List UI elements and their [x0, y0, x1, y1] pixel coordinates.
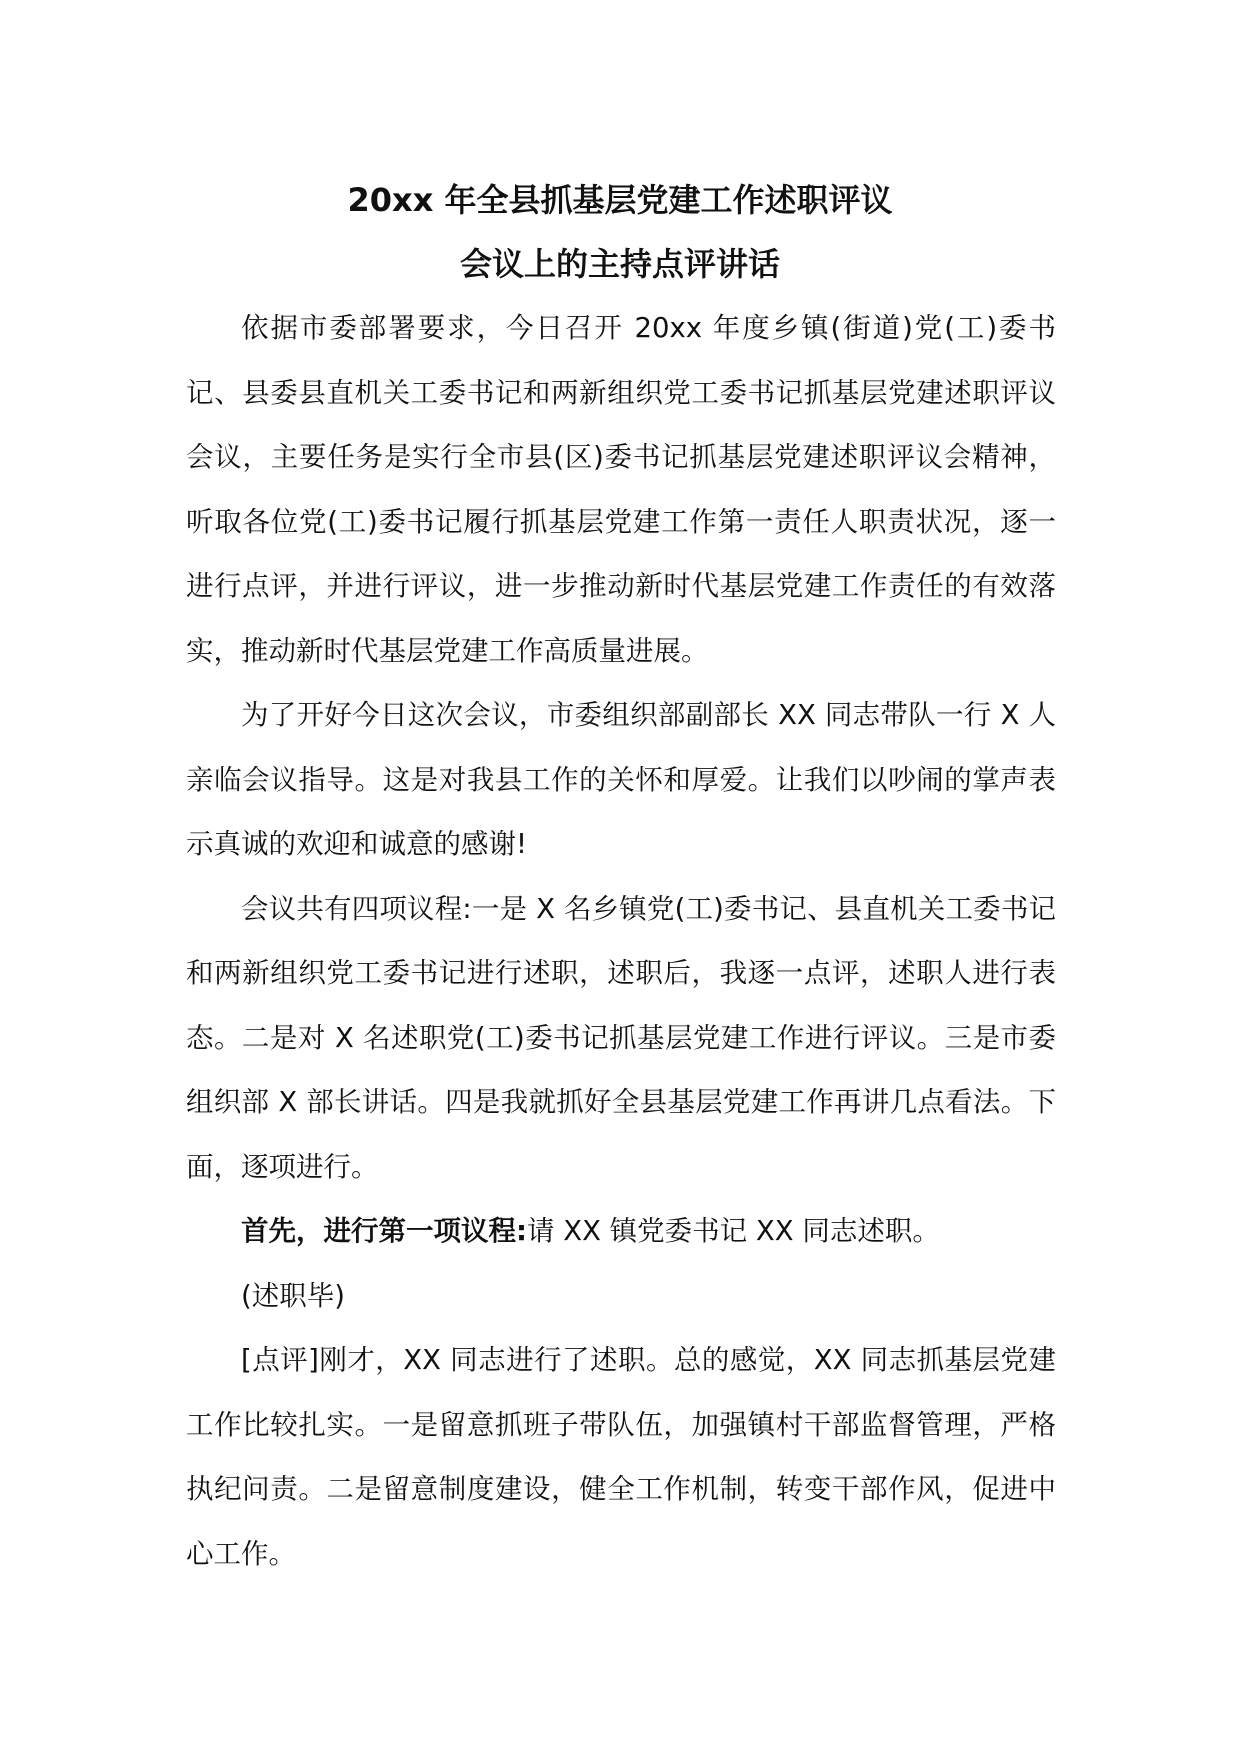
paragraph-report-end: (述职毕) — [241, 1279, 345, 1312]
title-line-1: 20xx 年全县抓基层党建工作述职评议 — [347, 181, 893, 219]
paragraph-welcome: 为了开好今日这次会议，市委组织部副部长 XX 同志带队一行 X 人亲临会议指导。这是对我县工作的关怀和厚爱。让我们以吵闹的掌声表示真诚的欢迎和诚意的感谢! — [186, 699, 1056, 860]
title-line-2: 会议上的主持点评讲话 — [459, 245, 780, 283]
paragraph-intro: 依据市委部署要求，今日召开 20xx 年度乡镇(街道)党(工)委书记、县委县直机关工委书记和两新组织党工委书记抓基层党建述职评议会议，主要任务是实行全市县(区)委书记抓基层党建述职评议会精神，听取各位党(工)委书记履行抓基层党建工作第一责任人职责状况，逐一进行点评，并进行评议，进一步推动新时代基层党建工作责任的有效落实，推动新时代基层党建工作高质量进展。 — [186, 312, 1056, 667]
paragraph-comment: [点评]刚才，XX 同志进行了述职。总的感觉，XX 同志抓基层党建工作比较扎实。一是留意抓班子带队伍，加强镇村干部监督管理，严格执纪问责。二是留意制度建设，健全工作机制，转变干部作风，促进中心工作。 — [186, 1344, 1056, 1570]
first-item-lead: 首先，进行第一项议程: — [241, 1215, 527, 1247]
first-item-text: 请 XX 镇党委书记 XX 同志述职。 — [527, 1215, 940, 1247]
paragraph-agenda: 会议共有四项议程:一是 X 名乡镇党(工)委书记、县直机关工委书记和两新组织党工委书记进行述职，述职后，我逐一点评，述职人进行表态。二是对 X 名述职党(工)委书记抓基层党建工作进行评议。三是市委组织部 X 部长讲话。四是我就抓好全县基层党建工作再讲几点看法。下面，逐项进行。 — [186, 892, 1056, 1183]
document-title — [0, 168, 1240, 296]
paragraph-first-item — [186, 1199, 1056, 1264]
document-body — [186, 296, 1056, 1586]
